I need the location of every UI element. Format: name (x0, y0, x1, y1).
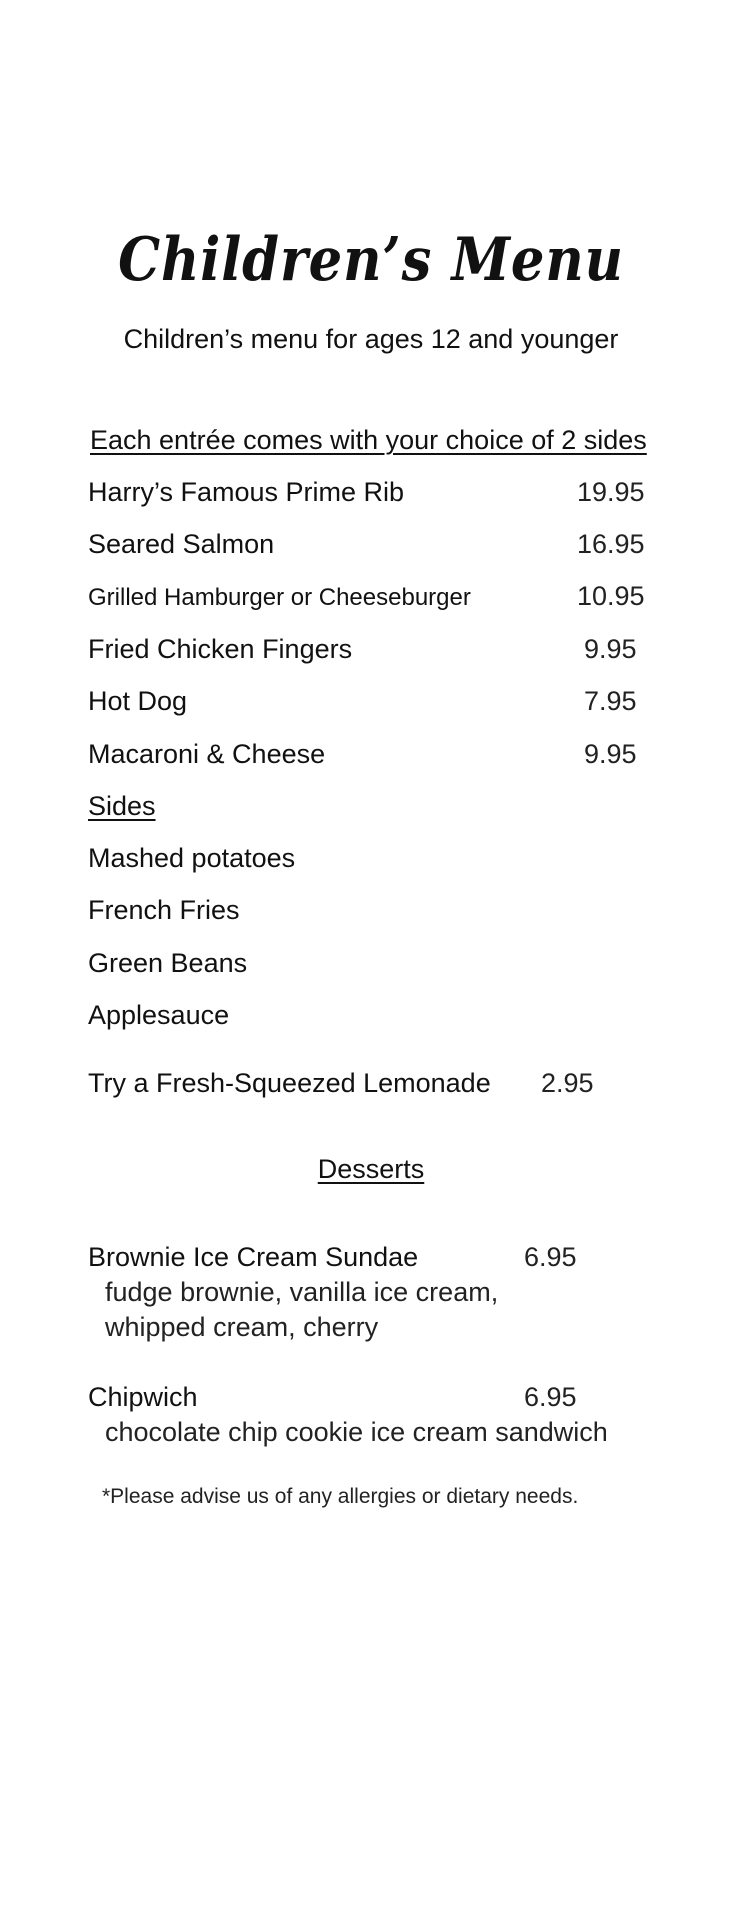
entree-name: Seared Salmon (88, 529, 275, 559)
entree-price: 7.95 (584, 686, 637, 716)
sides-section-header: Sides (88, 791, 156, 821)
allergy-note: *Please advise us of any allergies or dietary needs. (102, 1485, 579, 1508)
entree-name: Hot Dog (88, 686, 188, 716)
side-item: Mashed potatoes (88, 843, 296, 873)
dessert-price: 6.95 (524, 1242, 577, 1272)
dessert-item (88, 1380, 198, 1414)
entree-name: Grilled Hamburger or Cheeseburger (88, 584, 471, 611)
desserts-section-header: Desserts (317, 1154, 425, 1184)
entree-item (88, 581, 471, 615)
entree-item (88, 475, 404, 509)
entree-price: 19.95 (577, 477, 645, 507)
entree-section-header: Each entrée comes with your choice of 2 sides (90, 425, 647, 455)
lemonade-item (88, 1066, 491, 1100)
entree-item (88, 737, 325, 771)
dessert-description: chocolate chip cookie ice cream sandwich (105, 1417, 608, 1447)
side-item: Applesauce (88, 1000, 230, 1030)
dessert-name: Brownie Ice Cream Sundae (88, 1242, 419, 1272)
menu-title: Children’s Menu (118, 225, 624, 295)
side-item: Green Beans (88, 948, 248, 978)
side-item: French Fries (88, 895, 240, 925)
entree-name: Macaroni & Cheese (88, 739, 326, 769)
entree-name: Fried Chicken Fingers (88, 634, 353, 664)
entree-item (88, 527, 274, 561)
lemonade-name: Try a Fresh-Squeezed Lemonade (88, 1068, 491, 1098)
menu-subtitle: Children’s menu for ages 12 and younger (123, 324, 619, 354)
entree-name: Harry’s Famous Prime Rib (88, 477, 405, 507)
dessert-item (88, 1240, 418, 1274)
lemonade-price: 2.95 (541, 1068, 594, 1098)
entree-item (88, 684, 187, 718)
dessert-description: whipped cream, cherry (105, 1312, 379, 1342)
entree-price: 10.95 (577, 581, 645, 611)
entree-item (88, 632, 352, 666)
entree-price: 9.95 (584, 739, 637, 769)
entree-price: 9.95 (584, 634, 637, 664)
dessert-price: 6.95 (524, 1382, 577, 1412)
entree-price: 16.95 (577, 529, 645, 559)
dessert-description: fudge brownie, vanilla ice cream, (105, 1277, 499, 1307)
dessert-name: Chipwich (88, 1382, 198, 1412)
